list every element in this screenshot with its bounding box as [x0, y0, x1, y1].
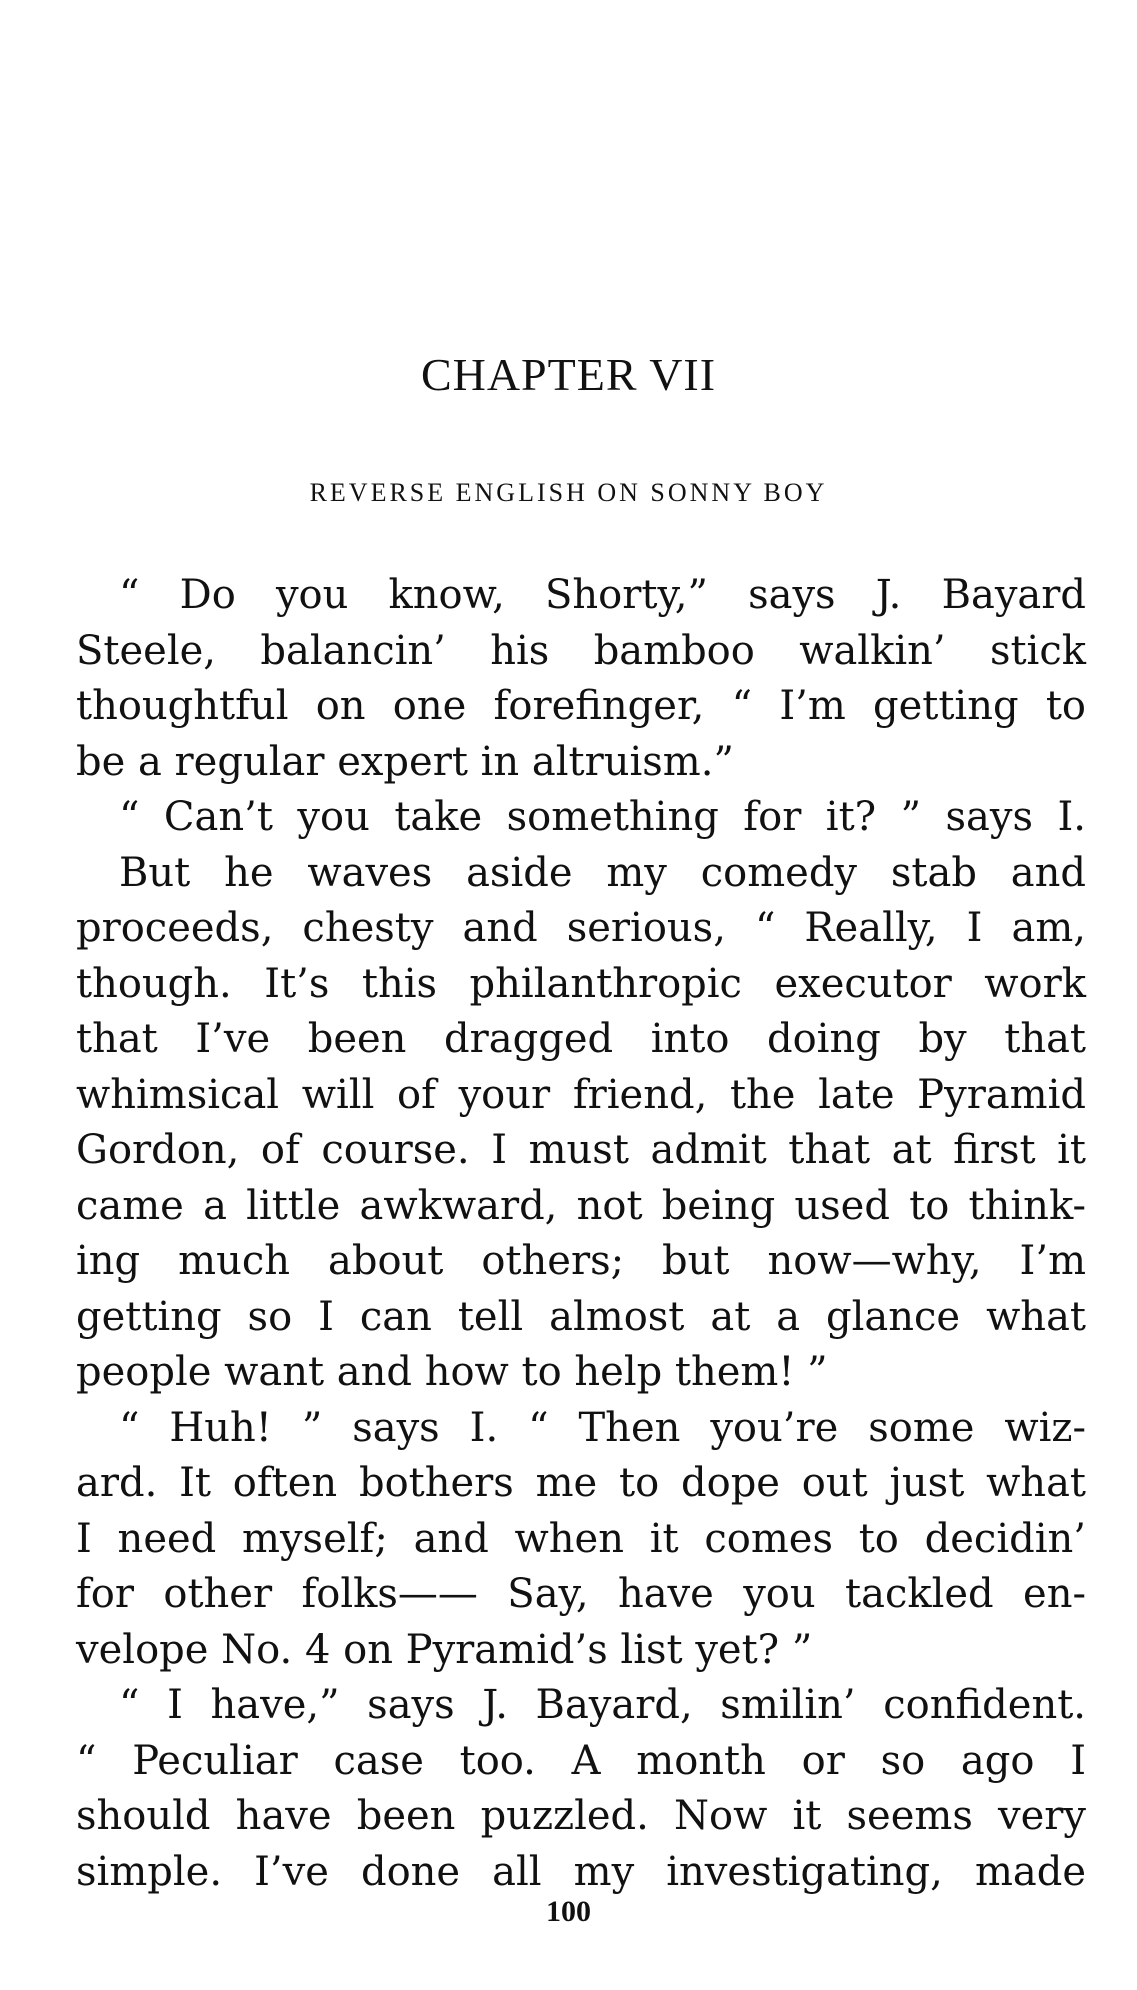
- text-line: “ Peculiar case too. A month or so ago I: [76, 1737, 1086, 1784]
- text-line: for other folks—— Say, have you tackled en-: [76, 1571, 1086, 1617]
- text-line: thoughtful on one forefinger, “ I’m getting to: [76, 683, 1086, 729]
- text-line: I need myself; and when it comes to decidin’: [76, 1515, 1086, 1562]
- text-line: proceeds, chesty and serious, “ Really, I am,: [76, 905, 1086, 951]
- text-line: ard. It often bothers me to dope out just what: [76, 1460, 1086, 1506]
- text-line: people want and how to help them! ”: [76, 1349, 828, 1395]
- text-line: should have been puzzled. Now it seems very: [76, 1793, 1086, 1839]
- text-line: “ I have,” says J. Bayard, smilin’ confident.: [119, 1682, 1086, 1728]
- text-line: “ Do you know, Shorty,” says J. Bayard: [119, 572, 1086, 618]
- chapter-title: CHAPTER VII: [420, 349, 717, 400]
- text-line: But he waves aside my comedy stab and: [119, 849, 1086, 896]
- text-line: “ Can’t you take something for it? ” says I.: [119, 794, 1086, 840]
- text-line: be a regular expert in altruism.”: [76, 738, 734, 785]
- text-line: “ Huh! ” says I. “ Then you’re some wiz-: [119, 1404, 1086, 1451]
- text-line: though. It’s this philanthropic executor work: [76, 960, 1086, 1007]
- text-line: simple. I’ve done all my investigating, made: [76, 1848, 1086, 1895]
- chapter-subtitle: REVERSE ENGLISH ON SONNY BOY: [309, 478, 828, 507]
- text-line: Gordon, of course. I must admit that at first it: [76, 1127, 1086, 1173]
- text-line: that I’ve been dragged into doing by that: [76, 1016, 1086, 1062]
- text-line: whimsical will of your friend, the late Pyramid: [76, 1071, 1086, 1118]
- text-line: velope No. 4 on Pyramid’s list yet? ”: [76, 1626, 813, 1673]
- body-text: [76, 568, 1086, 1900]
- text-line: Steele, balancin’ his bamboo walkin’ stick: [76, 627, 1086, 674]
- text-line: came a little awkward, not being used to think-: [76, 1182, 1086, 1229]
- text-line: getting so I can tell almost at a glance what: [76, 1293, 1086, 1340]
- page-number: 100: [546, 1895, 591, 1928]
- text-line: ing much about others; but now—why, I’m: [76, 1238, 1086, 1284]
